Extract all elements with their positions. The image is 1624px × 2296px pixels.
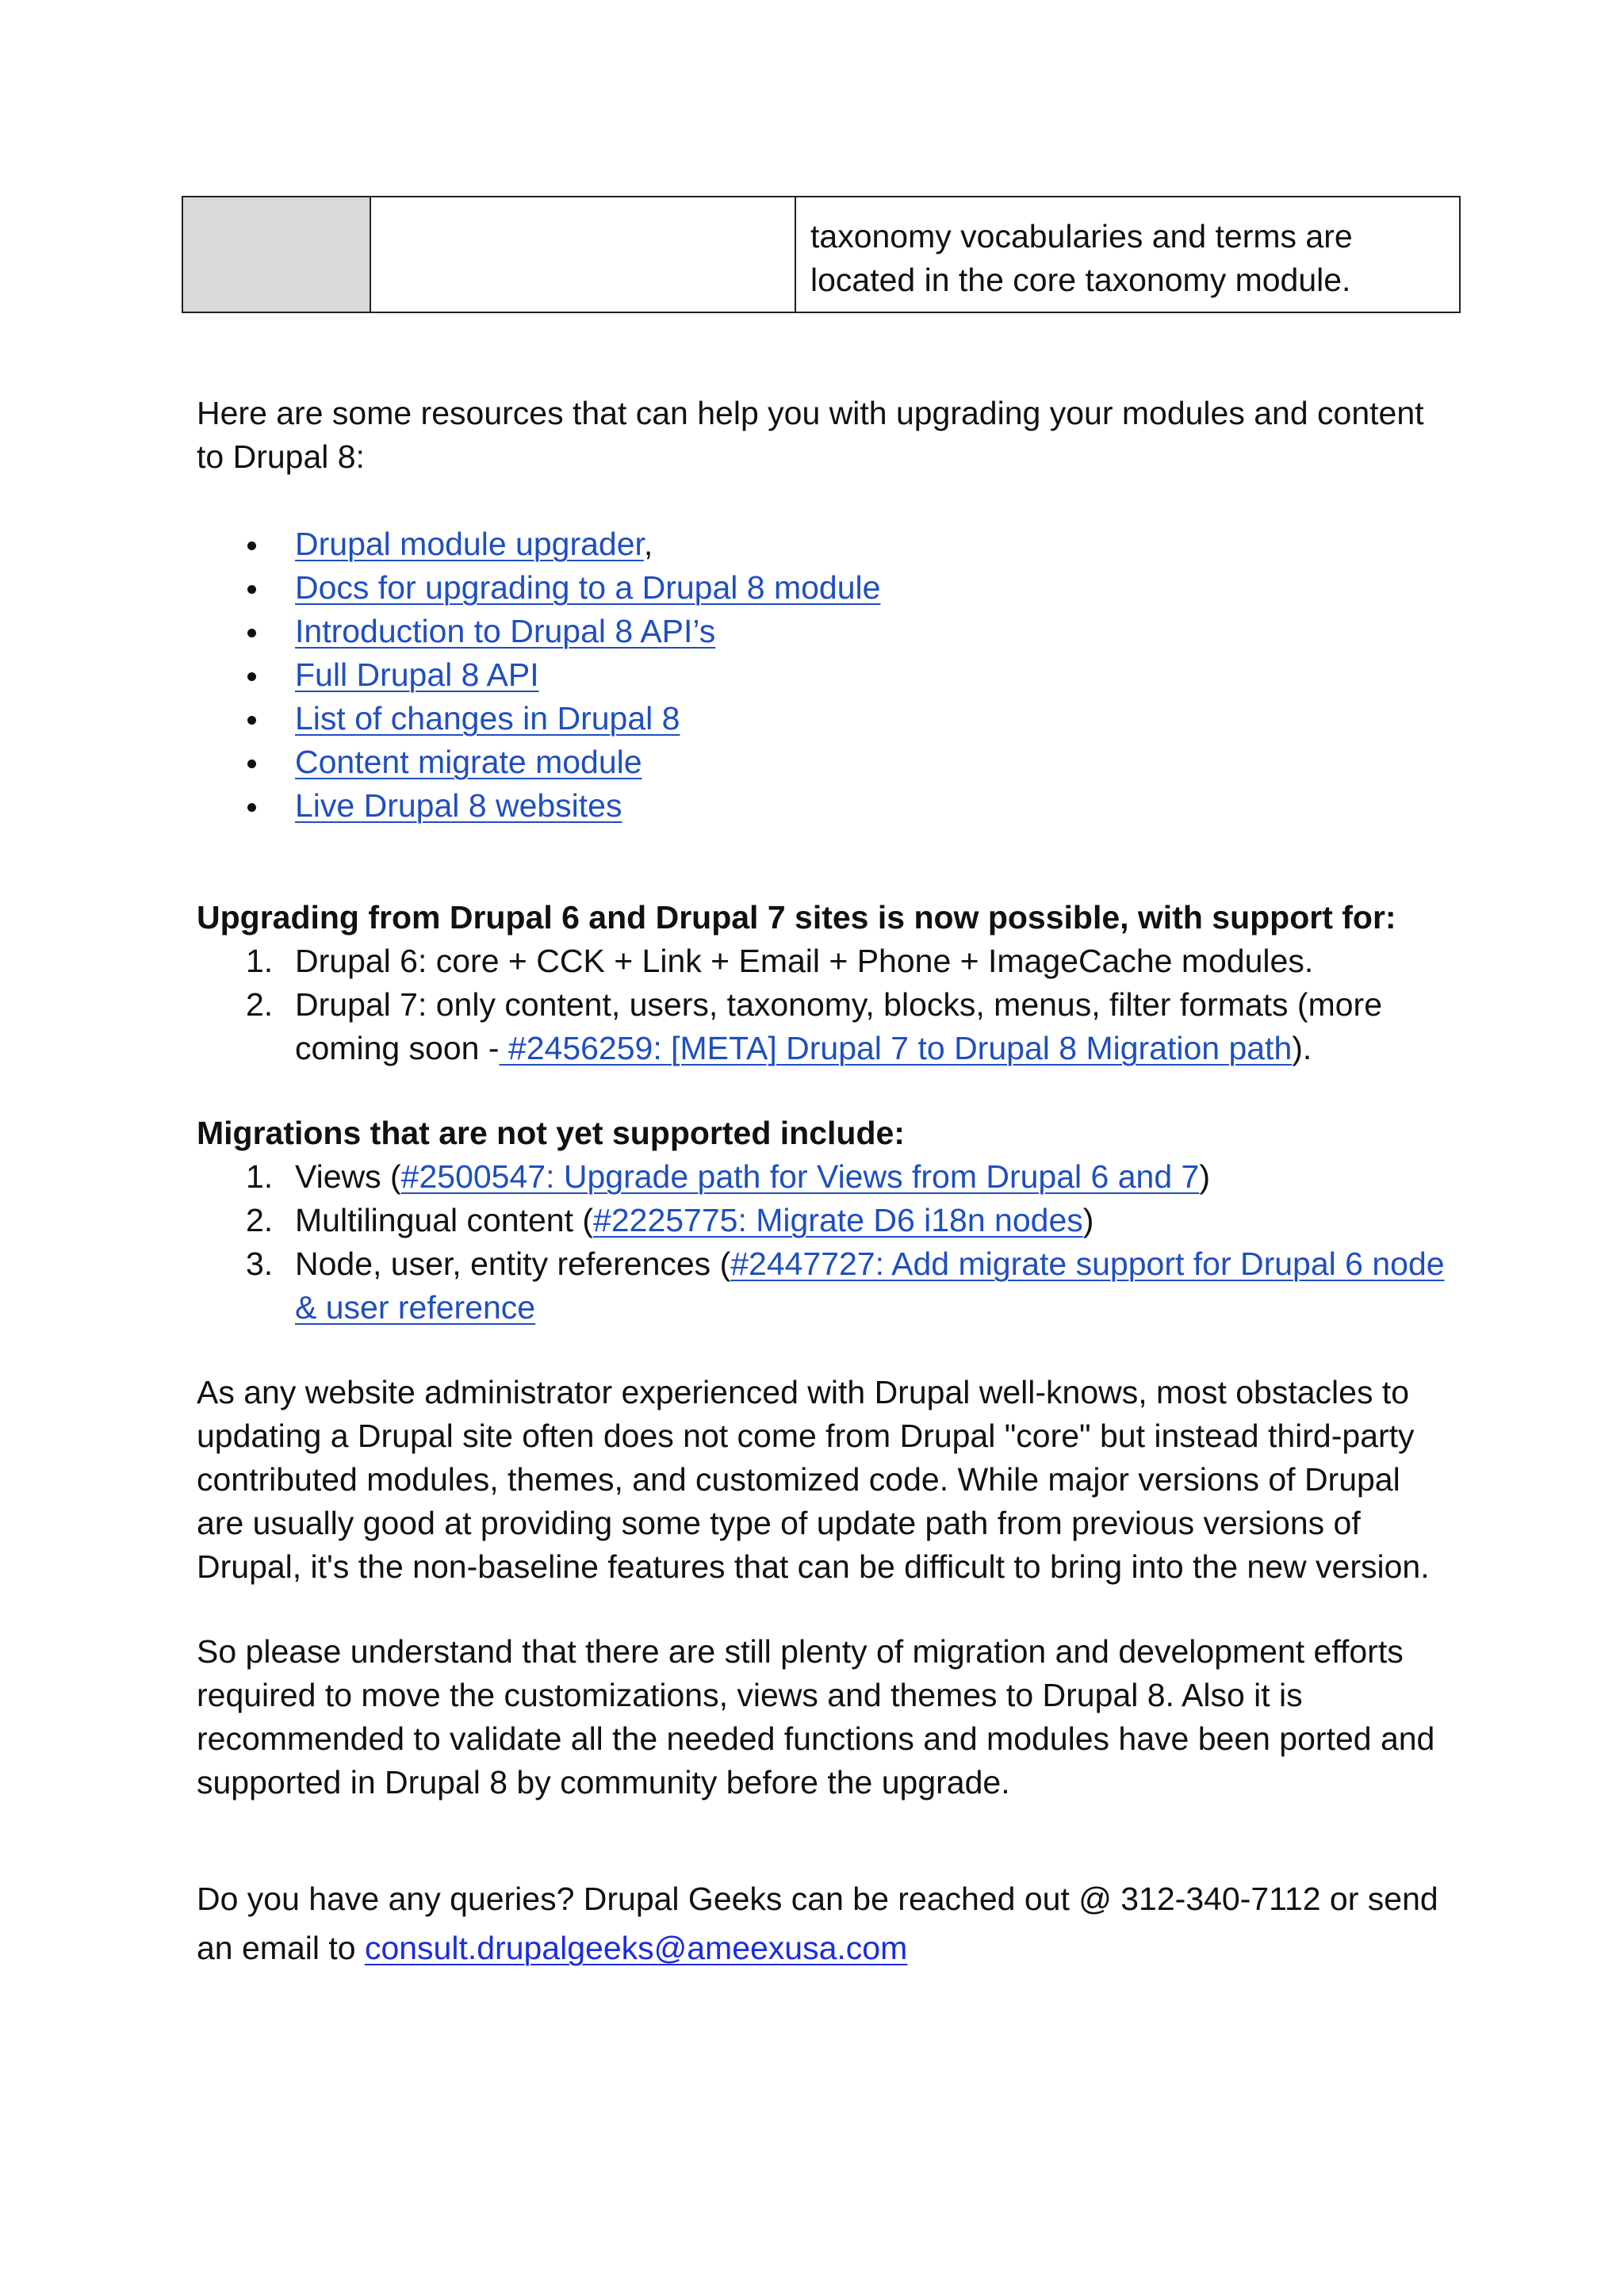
list-item bbox=[197, 566, 880, 610]
bullet-icon bbox=[247, 803, 256, 812]
unsupported-heading: Migrations that are not yet supported include: bbox=[197, 1115, 905, 1151]
paragraph-obstacles: As any website administrator experienced with Drupal well-knows, most obstacles to updating a Drupal site often does not come from Drupal "core" but instead third-party contributed modules, themes, and customized code. While major versions of Drupal are usually good at providing some type of update path from previous versions of Drupal, it's the non-baseline features that can be difficult to bring into the new version. bbox=[197, 1374, 1430, 1585]
list-item bbox=[197, 610, 880, 653]
paragraph-efforts: So please understand that there are still plenty of migration and development efforts required to move the customizations, views and themes to Drupal 8. Also it is recommended to validate all the needed functions and modules have been ported and supported in Drupal 8 by community before the upgrade. bbox=[197, 1633, 1435, 1800]
link-migrate-i18n[interactable]: #2225775: Migrate D6 i18n nodes bbox=[593, 1202, 1083, 1238]
table-cell-shaded bbox=[183, 197, 371, 312]
upgrade-section bbox=[197, 896, 1450, 1070]
link-list-of-changes[interactable]: List of changes in Drupal 8 bbox=[295, 700, 680, 737]
list-item bbox=[197, 784, 880, 828]
bullet-icon bbox=[247, 716, 256, 725]
table-fragment bbox=[182, 196, 1461, 313]
link-content-migrate[interactable]: Content migrate module bbox=[295, 744, 642, 780]
list-item: 1. Drupal 6: core + CCK + Link + Email + Phone + ImageCache modules. bbox=[246, 943, 1314, 979]
link-node-user-reference[interactable]: #2447727: Add migrate support for Drupal 6 node & user reference bbox=[295, 1246, 1445, 1326]
list-item bbox=[197, 653, 880, 697]
link-intro-api[interactable]: Introduction to Drupal 8 API’s bbox=[295, 613, 716, 649]
bullet-icon bbox=[247, 629, 256, 637]
bullet-icon bbox=[247, 760, 256, 768]
list-item: 2. Multilingual content (#2225775: Migrate D6 i18n nodes) bbox=[246, 1202, 1094, 1238]
link-meta-migration-path[interactable]: #2456259: [META] Drupal 7 to Drupal 8 Migration path bbox=[499, 1030, 1293, 1066]
contact-paragraph: Do you have any queries? Drupal Geeks can be reached out @ 312-340-7112 or send an email to consult.drupalgeeks@ameexusa.com bbox=[197, 1881, 1438, 1966]
link-full-api[interactable]: Full Drupal 8 API bbox=[295, 656, 539, 693]
unsupported-list bbox=[197, 1155, 1450, 1330]
bullet-icon bbox=[247, 541, 256, 550]
list-item: 3. Node, user, entity references (#2447727: Add migrate support for Drupal 6 node & user reference bbox=[246, 1246, 1445, 1326]
list-item bbox=[197, 697, 880, 740]
link-views-upgrade-path[interactable]: #2500547: Upgrade path for Views from Drupal 6 and 7 bbox=[400, 1158, 1200, 1195]
resources-list bbox=[197, 522, 880, 828]
list-item: 2. Drupal 7: only content, users, taxonomy, blocks, menus, filter formats (more coming soon - #2456259: [META] Drupal 7 to Drupal 8 Migration path). bbox=[246, 986, 1382, 1066]
email-link[interactable]: consult.drupalgeeks@ameexusa.com bbox=[364, 1930, 908, 1966]
bullet-icon bbox=[247, 672, 256, 681]
link-docs-upgrading[interactable]: Docs for upgrading to a Drupal 8 module bbox=[295, 569, 881, 606]
upgrade-list bbox=[0, 939, 1450, 1070]
list-item: 1. Views (#2500547: Upgrade path for Views from Drupal 6 and 7) bbox=[246, 1158, 1210, 1195]
link-live-websites[interactable]: Live Drupal 8 websites bbox=[295, 787, 622, 824]
link-drupal-module-upgrader[interactable]: Drupal module upgrader bbox=[295, 526, 644, 562]
list-item bbox=[197, 740, 880, 784]
bullet-icon bbox=[247, 585, 256, 594]
table-cell-text: taxonomy vocabularies and terms are located in the core taxonomy module. bbox=[810, 218, 1353, 298]
table-cell-empty bbox=[371, 197, 796, 312]
list-item: Drupal module upgrader, bbox=[197, 522, 880, 566]
unsupported-section bbox=[197, 1112, 1450, 1330]
resources-intro: Here are some resources that can help you with upgrading your modules and content to Drupal 8: bbox=[197, 395, 1424, 475]
upgrade-heading: Upgrading from Drupal 6 and Drupal 7 sites is now possible, with support for: bbox=[197, 899, 1396, 936]
